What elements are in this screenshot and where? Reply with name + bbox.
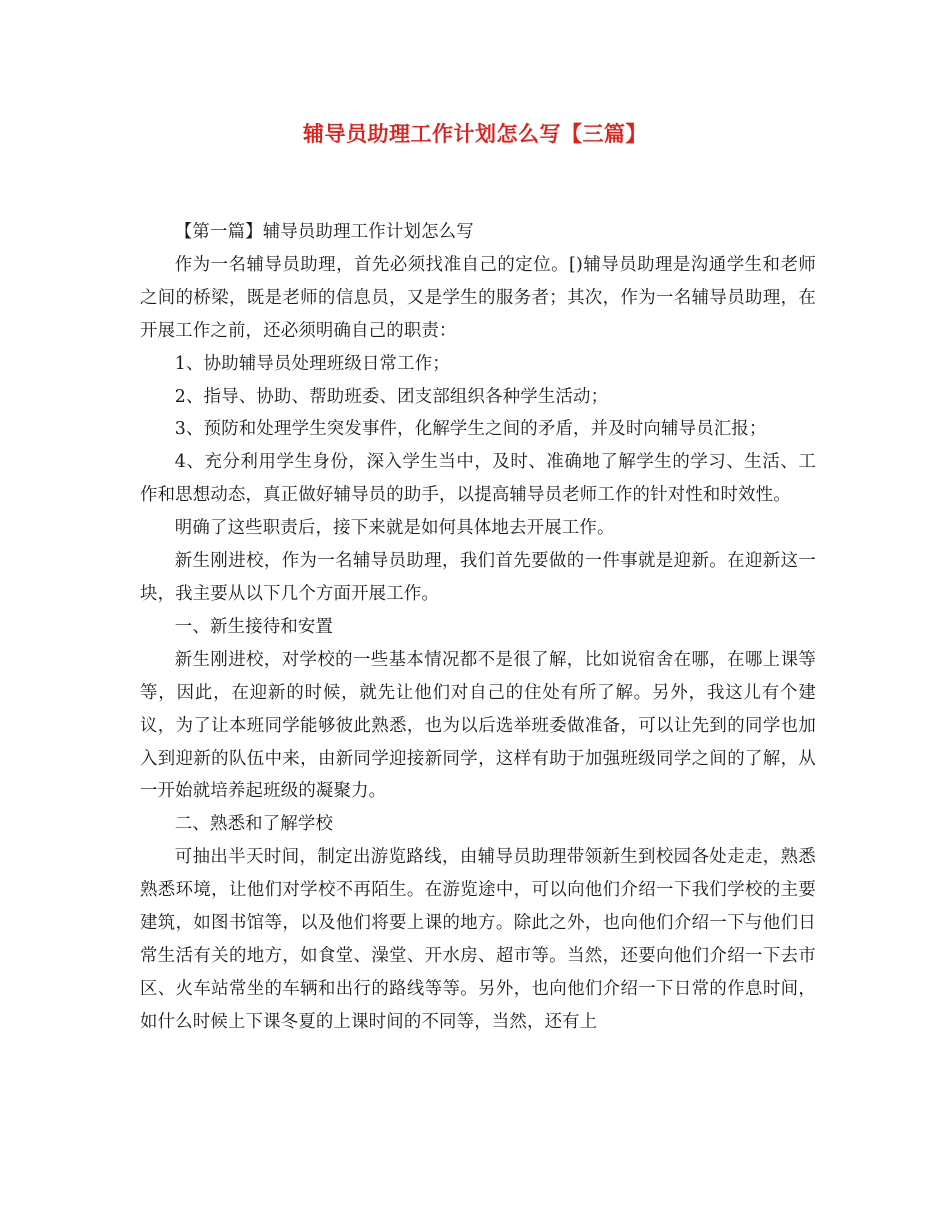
list-item: 1、协助辅导员处理班级日常工作； <box>174 353 450 374</box>
paragraph: 可抽出半天时间，制定出游览路线，由辅导员助理带领新生到校园各处走走，熟悉熟悉环境，让他们对学校不再陌生。在游览途中，可以向他们介绍一下我们学校的主要建筑，如图书馆等，以及他们将要上课的地方。除此之外，也向他们介绍一下与他们日常生活有关的地方，如食堂、澡堂、开水房、超市等。当然，还要向他们介绍一下去市区、火车站常坐的车辆和出行的路线等等。另外，也向他们介绍一下日常的作息时间，如什么时候上下课冬夏的上课时间的不同等，当然，还有上 <box>140 847 816 1032</box>
subheading: 二、熟悉和了解学校 <box>174 814 334 835</box>
paragraph: 作为一名辅导员助理，首先必须找准自己的定位。[)辅导员助理是沟通学生和老师之间的桥梁，既是老师的信息员，又是学生的服务者；其次，作为一名辅导员助理，在开展工作之前，还必须明确自己的职责： <box>140 254 816 341</box>
list-item: 2、指导、协助、帮助班委、团支部组织各种学生活动； <box>174 386 609 407</box>
list-item: 4、充分利用学生身份，深入学生当中，及时、准确地了解学生的学习、生活、工作和思想动态，真正做好辅导员的助手，以提高辅导员老师工作的针对性和时效性。 <box>140 452 816 506</box>
paragraph: 明确了这些职责后，接下来就是如何具体地去开展工作。 <box>174 518 615 539</box>
list-item: 3、预防和处理学生突发事件，化解学生之间的矛盾，并及时向辅导员汇报； <box>174 419 767 440</box>
document-title: 辅导员助理工作计划怎么写【三篇】 <box>303 121 647 146</box>
paragraph: 新生刚进校，对学校的一些基本情况都不是很了解，比如说宿舍在哪，在哪上课等等，因此，在迎新的时候，就先让他们对自己的住处有所了解。另外，我这儿有个建议，为了让本班同学能够彼此熟悉，也为以后选举班委做准备，可以让先到的同学也加入到迎新的队伍中来，由新同学迎接新同学，这样有助于加强班级同学之间的了解，从一开始就培养起班级的凝聚力。 <box>140 649 816 802</box>
document-body <box>140 216 816 1039</box>
paragraph: 新生刚进校，作为一名辅导员助理，我们首先要做的一件事就是迎新。在迎新这一块，我主要从以下几个方面开展工作。 <box>140 551 816 604</box>
subheading: 一、新生接待和安置 <box>174 616 334 637</box>
paragraph-section-heading: 【第一篇】辅导员助理工作计划怎么写 <box>174 222 474 242</box>
